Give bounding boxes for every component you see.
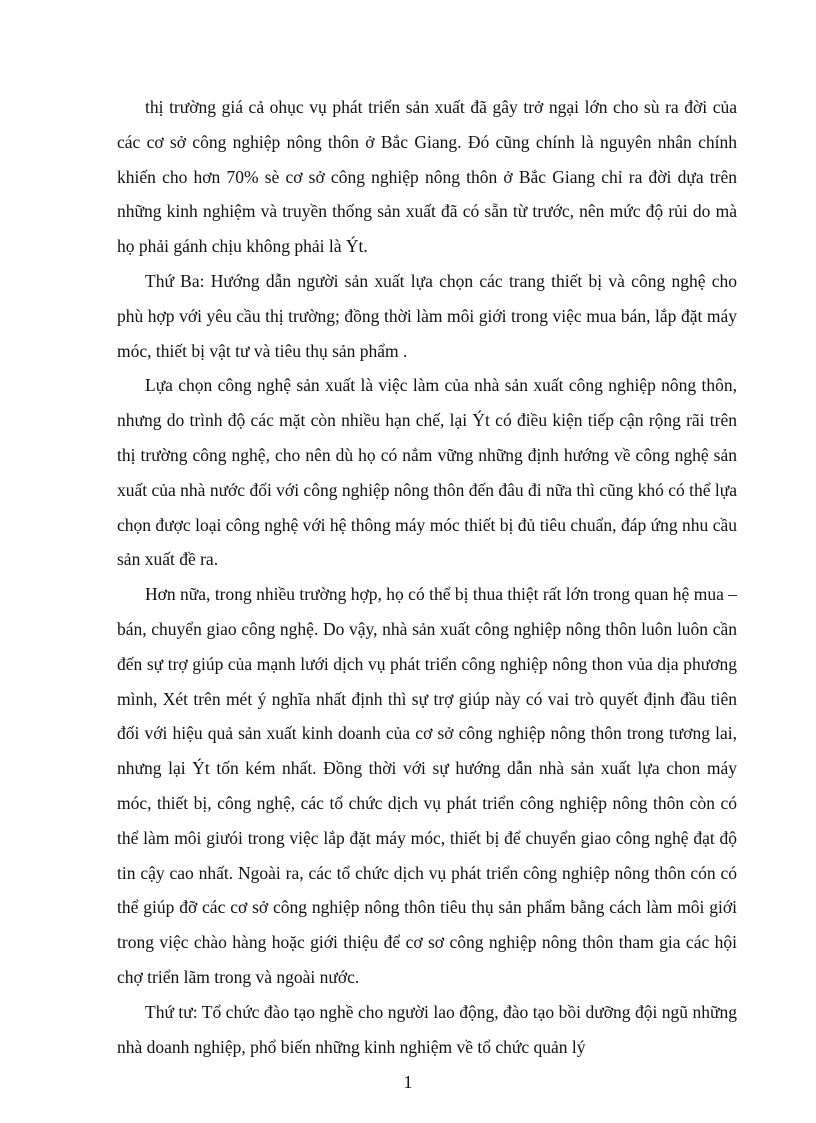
paragraph-3: Lựa chọn công nghệ sản xuất là việc làm của nhà sản xuất công nghiệp nông thôn, nhưng do trình độ các mặt còn nhiều hạn chế, lại Ýt có điều kiện tiếp cận rộng rãi trên thị trường công nghệ, cho nên dù họ có nắm vững những định hướng về công nghệ sản xuất của nhà nước đối với công nghiệp nông thôn đến đâu đi nữa thì cũng khó có thể lựa chọn được loại công nghệ với hệ thông máy móc thiết bị đủ tiêu chuẩn, đáp ứng nhu cầu sản xuất đề ra.	[117, 375, 737, 570]
page-number: 1	[403, 1072, 413, 1092]
paragraph-4: Hơn nữa, trong nhiều trường hợp, họ có thể bị thua thiệt rất lớn trong quan hệ mua – bán, chuyển giao công nghệ. Do vậy, nhà sản xuất công nghiệp nông thôn luôn luôn cần đến sự trợ giúp của mạnh lưới dịch vụ phát triển công nghiệp nông thon vủa dịa phương mình, Xét trên mét ý nghĩa nhất định thì sự trợ giúp này có vai trò quyết định đầu tiên đối với hiệu quả sản xuất kinh doanh của cơ sở công nghiệp nông thôn trong tương lai, nhưng lại Ýt tốn kém nhất. Đồng thời với sự hướng dẫn nhà sản xuất lựa chon máy móc, thiết bị, công nghệ, các tổ chức dịch vụ phát triển công nghiệp nông thôn còn có thể làm môi giưói trong việc lắp đặt máy móc, thiết bị để chuyển giao công nghệ đạt độ tin cậy cao nhất. Ngoài ra, các tổ chức dịch vụ phát triển công nghiệp nông thôn cón có thể giúp đỡ các cơ sở công nghiệp nông thôn tiêu thụ sản phẩm bằng cách làm môi giới trong việc chào hàng hoặc giới thiệu để cơ sơ công nghiệp nông thôn tham gia các hội chợ triển lãm trong và ngoài nước.	[117, 584, 737, 987]
body-text	[117, 90, 737, 1064]
paragraph-5: Thứ tư: Tổ chức đào tạo nghề cho người lao động, đào tạo bồi dưỡng đội ngũ những nhà doanh nghiệp, phổ biến những kinh nghiệm về tổ chức quản lý	[117, 1001, 737, 1057]
paragraph-1: thị trường giá cả ohục vụ phát triển sản xuất đã gây trở ngại lớn cho sù ra đời của các cơ sở công nghiệp nông thôn ở Bắc Giang. Đó cũng chính là nguyên nhân chính khiến cho hơn 70% sè cơ sở công nghiệp nông thôn ở Bắc Giang chỉ ra đời dựa trên những kinh nghiệm và truyền thống sản xuất đã có sẵn từ trước, nên mức độ rủi do mà họ phải gánh chịu không phải là Ýt.	[117, 97, 737, 257]
paragraph-2: Thứ Ba: Hướng dẫn người sản xuất lựa chọn các trang thiết bị và công nghệ cho phù hợp với yêu cầu thị trường; đồng thời làm môi giới trong việc mua bán, lắp đặt máy móc, thiết bị vật tư và tiêu thụ sản phẩm .	[117, 270, 737, 361]
